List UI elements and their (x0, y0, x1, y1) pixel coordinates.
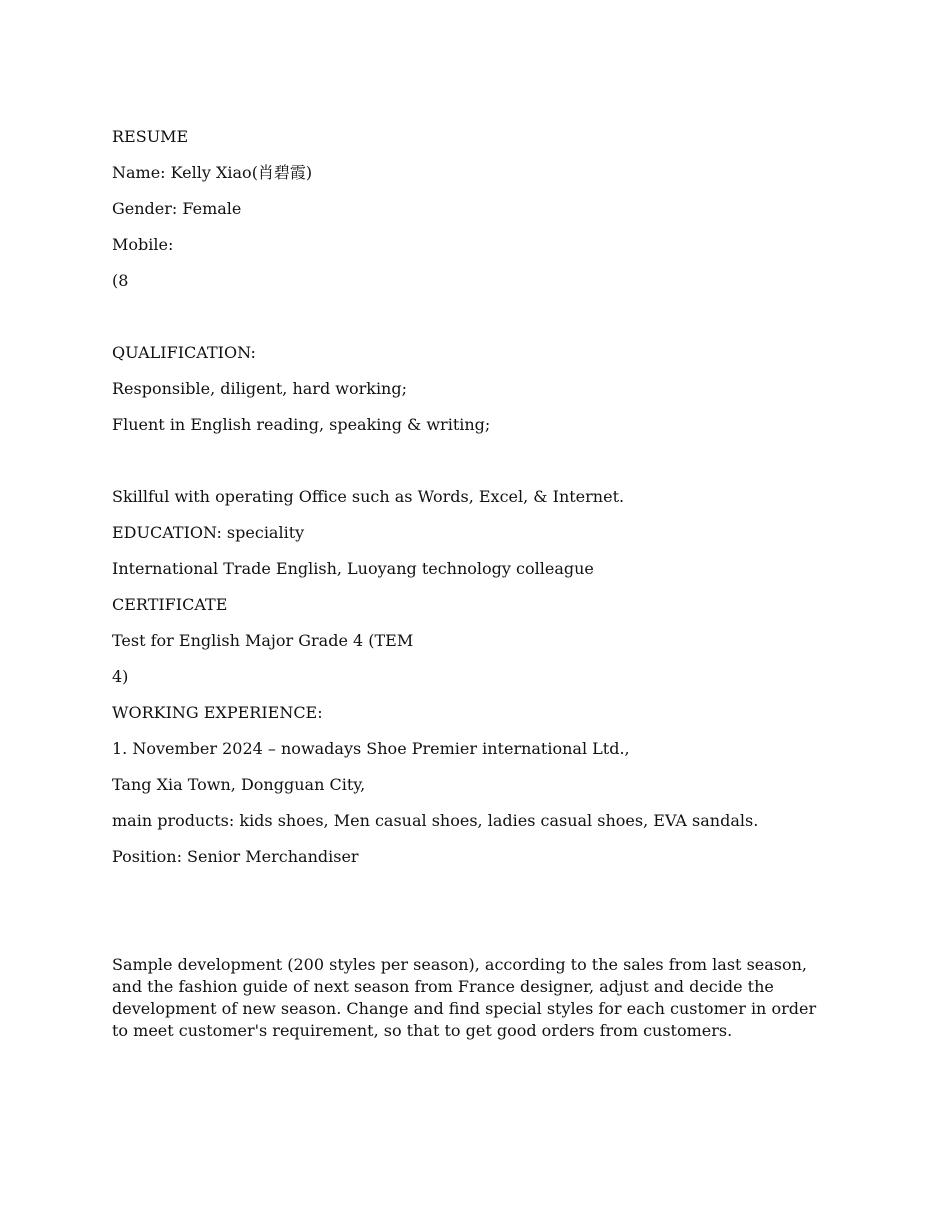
experience-position: Position: Senior Merchandiser (112, 847, 359, 866)
working-experience-heading: WORKING EXPERIENCE: (112, 703, 323, 722)
blank-line (112, 450, 832, 472)
mobile-value: (8 (112, 271, 129, 290)
resume-content (112, 126, 832, 1042)
paragraph-spacer (112, 882, 832, 954)
certificate-heading: CERTIFICATE (112, 595, 228, 614)
mobile-label: Mobile: (112, 235, 174, 254)
experience-location: Tang Xia Town, Dongguan City, (112, 775, 366, 794)
gender-line: Gender: Female (112, 199, 242, 218)
experience-description: Sample development (200 styles per season), according to the sales from last season, and the fashion guide of next season from France designer, adjust and decide the development of new season. Change and find special styles for each customer in order to meet customer's requirement, so that to get good orders from customers. (112, 955, 817, 1040)
qualification-item: Fluent in English reading, speaking & writing; (112, 415, 491, 434)
experience-item: 1. November 2024 – nowadays Shoe Premier international Ltd., (112, 739, 630, 758)
resume-title: RESUME (112, 127, 189, 146)
name-line: Name: Kelly Xiao(肖碧霞) (112, 163, 313, 182)
qualification-item: Responsible, diligent, hard working; (112, 379, 407, 398)
qualification-heading: QUALIFICATION: (112, 343, 256, 362)
education-heading: EDUCATION: speciality (112, 523, 305, 542)
experience-products: main products: kids shoes, Men casual shoes, ladies casual shoes, EVA sandals. (112, 811, 759, 830)
certificate-detail: 4) (112, 667, 129, 686)
certificate-detail: Test for English Major Grade 4 (TEM (112, 631, 414, 650)
qualification-item: Skillful with operating Office such as Words, Excel, & Internet. (112, 487, 625, 506)
blank-line (112, 306, 832, 328)
education-detail: International Trade English, Luoyang technology colleague (112, 559, 594, 578)
